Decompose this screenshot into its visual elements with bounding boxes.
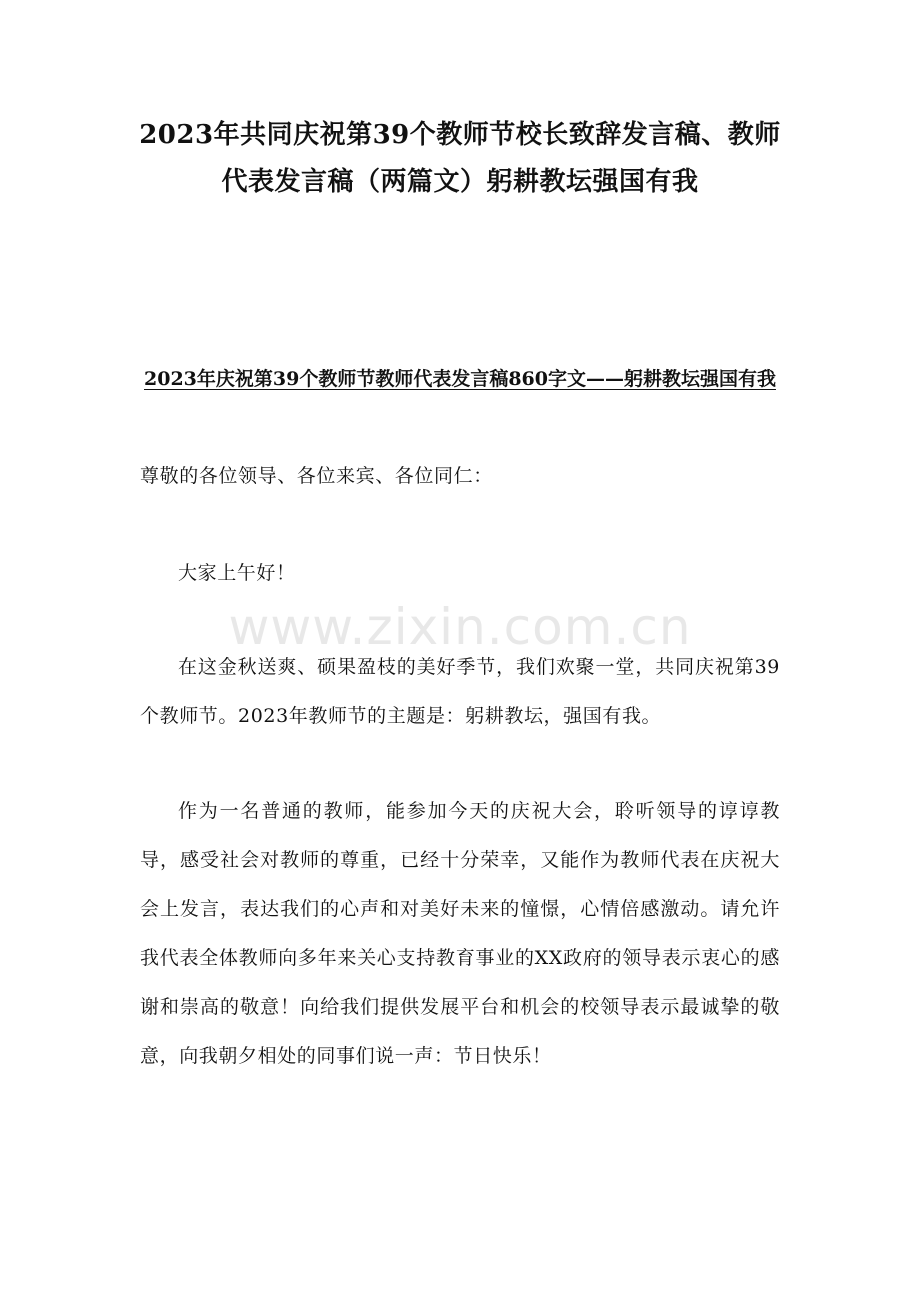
section-title: 2023年庆祝第39个教师节教师代表发言稿860字文——躬耕教坛强国有我: [144, 368, 776, 390]
body-paragraph-1: 在这金秋送爽、硕果盈枝的美好季节，我们欢聚一堂，共同庆祝第39个教师节。2023年教师节的主题是：躬耕教坛，强国有我。: [140, 656, 780, 727]
greeting: 大家上午好！: [178, 562, 296, 584]
watermark: www.zixin.com.cn: [228, 598, 692, 656]
body-paragraph-2: 作为一名普通的教师，能参加今天的庆祝大会，聆听领导的谆谆教导，感受社会对教师的尊重，已经十分荣幸，又能作为教师代表在庆祝大会上发言，表达我们的心声和对美好未来的憧憬，心情倍感激动。请允许我代表全体教师向多年来关心支持教育事业的XX政府的领导表示衷心的感谢和崇高的敬意！向给我们提供发展平台和机会的校领导表示最诚挚的敬意，向我朝夕相处的同事们说一声：节日快乐！: [140, 800, 780, 1067]
salutation: 尊敬的各位领导、各位来宾、各位同仁：: [140, 465, 493, 487]
document-title: 2023年共同庆祝第39个教师节校长致辞发言稿、教师代表发言稿（两篇文）躬耕教坛强国有我: [139, 120, 781, 197]
